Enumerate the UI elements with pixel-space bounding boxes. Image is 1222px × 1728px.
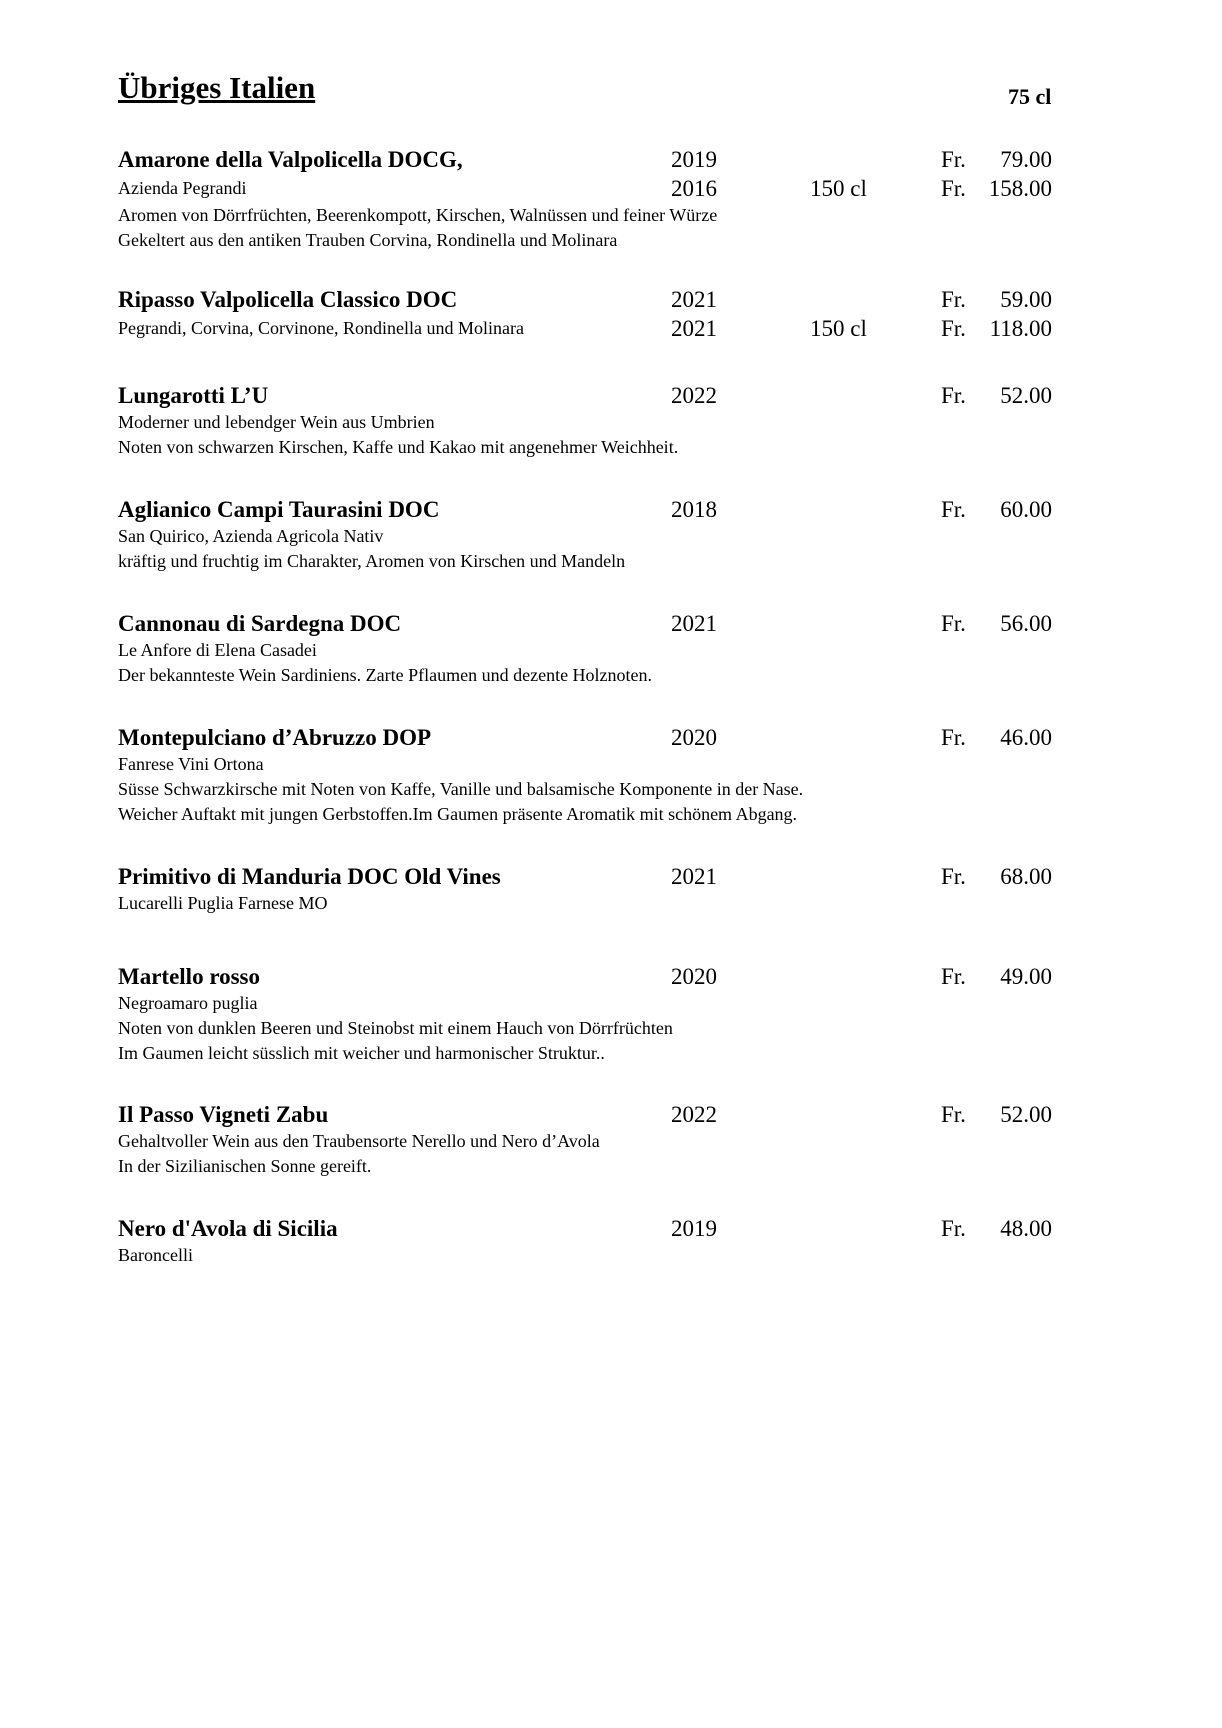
wine-entry <box>118 1100 1078 1179</box>
wine-year: 2021 <box>671 864 717 889</box>
wine-entry <box>118 723 1078 827</box>
wine-year: 2019 <box>671 1216 717 1241</box>
wine-main-line <box>118 145 1078 174</box>
wine-description-line: Fanrese Vini Ortona <box>118 754 264 774</box>
wine-year: 2020 <box>671 725 717 750</box>
wine-description-line: Gehaltvoller Wein aus den Traubensorte Nerello und Nero d’Avola <box>118 1131 600 1151</box>
wine-currency: Fr. <box>941 1102 966 1127</box>
wine-price: 68.00 <box>1000 864 1052 889</box>
wine-description-line: Le Anfore di Elena Casadei <box>118 640 317 660</box>
wine-main-line <box>118 1214 1078 1243</box>
wine-name: Nero d'Avola di Sicilia <box>118 1216 338 1241</box>
wine-main-line <box>118 1100 1078 1129</box>
wine-year: 2018 <box>671 497 717 522</box>
wine-currency: Fr. <box>941 725 966 750</box>
wine-price: 79.00 <box>1000 147 1052 172</box>
wine-entry <box>118 495 1078 574</box>
wine-entry <box>118 381 1078 460</box>
wine-producer: Azienda Pegrandi <box>118 178 247 198</box>
wine-description-line: Noten von schwarzen Kirschen, Kaffe und Kakao mit angenehmer Weichheit. <box>118 437 679 457</box>
wine-description-line: kräftig und fruchtig im Charakter, Aromen von Kirschen und Mandeln <box>118 551 626 571</box>
wine-description-line: Aromen von Dörrfrüchten, Beerenkompott, Kirschen, Walnüssen und feiner Würze <box>118 205 718 225</box>
wine-sub-line <box>118 174 1078 203</box>
page-title: Übriges Italien <box>118 70 316 105</box>
wine-currency: Fr. <box>941 611 966 636</box>
wine-main-line <box>118 862 1078 891</box>
wine-main-line <box>118 381 1078 410</box>
wine-year: 2019 <box>671 147 717 172</box>
wine-description-line: San Quirico, Azienda Agricola Nativ <box>118 526 384 546</box>
wine-currency: Fr. <box>941 147 966 172</box>
wine-sub-line <box>118 314 1078 343</box>
wine-currency: Fr. <box>941 864 966 889</box>
wine-currency: Fr. <box>941 287 966 312</box>
wine-entry <box>118 862 1078 916</box>
wine-description-line: Gekeltert aus den antiken Trauben Corvina, Rondinella und Molinara <box>118 230 618 250</box>
wine-name: Martello rosso <box>118 964 261 989</box>
wine-year: 2021 <box>671 611 717 636</box>
wine-sub-year: 2021 <box>671 316 717 341</box>
wine-sub-price: 118.00 <box>989 316 1052 341</box>
wine-description-line: Baroncelli <box>118 1245 193 1265</box>
wine-currency: Fr. <box>941 383 966 408</box>
wine-sub-currency: Fr. <box>941 316 966 341</box>
wine-name: Primitivo di Manduria DOC Old Vines <box>118 864 501 889</box>
wine-description-line: Weicher Auftakt mit jungen Gerbstoffen.Im Gaumen präsente Aromatik mit schönem Abgang. <box>118 804 798 824</box>
wine-entry <box>118 962 1078 1066</box>
volume-header: 75 cl <box>1008 84 1052 109</box>
wine-year: 2022 <box>671 1102 717 1127</box>
wine-description-line: Im Gaumen leicht süsslich mit weicher und harmonischer Struktur.. <box>118 1043 605 1063</box>
wine-price: 49.00 <box>1000 964 1052 989</box>
wine-name: Montepulciano d’Abruzzo DOP <box>118 725 432 750</box>
wine-price: 59.00 <box>1000 287 1052 312</box>
wine-price: 56.00 <box>1000 611 1052 636</box>
wine-name: Aglianico Campi Taurasini DOC <box>118 497 440 522</box>
wine-main-line <box>118 723 1078 752</box>
wine-entry <box>118 145 1078 253</box>
wine-entry <box>118 609 1078 688</box>
wine-name: Il Passo Vigneti Zabu <box>118 1102 329 1127</box>
wine-description-line: Der bekannteste Wein Sardiniens. Zarte Pflaumen und dezente Holznoten. <box>118 665 653 685</box>
wine-price: 60.00 <box>1000 497 1052 522</box>
wine-description-line: Moderner und lebendger Wein aus Umbrien <box>118 412 435 432</box>
wine-name: Amarone della Valpolicella DOCG, <box>118 147 463 172</box>
wine-main-line <box>118 495 1078 524</box>
wine-main-line <box>118 609 1078 638</box>
wine-currency: Fr. <box>941 497 966 522</box>
wine-description-line: Süsse Schwarzkirsche mit Noten von Kaffe, Vanille und balsamische Komponente in der Nase. <box>118 779 804 799</box>
wine-price: 48.00 <box>1000 1216 1052 1241</box>
wine-sub-size: 150 cl <box>810 316 867 341</box>
wine-price: 46.00 <box>1000 725 1052 750</box>
wine-entry <box>118 1214 1078 1268</box>
wine-sub-price: 158.00 <box>988 176 1052 201</box>
wine-year: 2021 <box>671 287 717 312</box>
wine-description-line: In der Sizilianischen Sonne gereift. <box>118 1156 372 1176</box>
wine-main-line <box>118 962 1078 991</box>
wine-sub-year: 2016 <box>671 176 717 201</box>
wine-currency: Fr. <box>941 964 966 989</box>
wine-description-line: Lucarelli Puglia Farnese MO <box>118 893 328 913</box>
wine-name: Ripasso Valpolicella Classico DOC <box>118 287 458 312</box>
wine-sub-size: 150 cl <box>810 176 867 201</box>
wine-producer: Pegrandi, Corvina, Corvinone, Rondinella und Molinara <box>118 318 524 338</box>
wine-sub-currency: Fr. <box>941 176 966 201</box>
wine-year: 2022 <box>671 383 717 408</box>
wine-description-line: Negroamaro puglia <box>118 993 258 1013</box>
wine-price: 52.00 <box>1000 1102 1052 1127</box>
wine-year: 2020 <box>671 964 717 989</box>
wine-entry <box>118 285 1078 343</box>
wine-main-line <box>118 285 1078 314</box>
wine-price: 52.00 <box>1000 383 1052 408</box>
wine-description-line: Noten von dunklen Beeren und Steinobst mit einem Hauch von Dörrfrüchten <box>118 1018 673 1038</box>
wine-currency: Fr. <box>941 1216 966 1241</box>
wine-name: Lungarotti L’U <box>118 383 269 408</box>
wine-name: Cannonau di Sardegna DOC <box>118 611 402 636</box>
